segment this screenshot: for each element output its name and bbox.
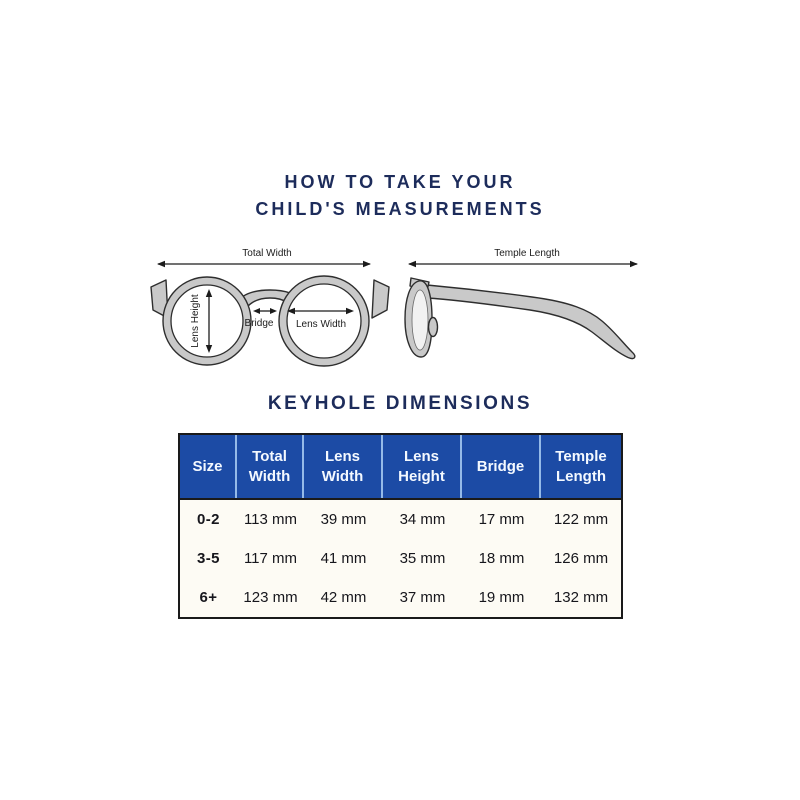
cell-size: 3-5: [197, 550, 220, 567]
total-width-arrow: [157, 261, 371, 267]
header-cell-lens-height: Lens Height: [383, 435, 462, 498]
glasses-side-drawing: [405, 278, 635, 359]
table-row-6-plus: [180, 578, 621, 617]
right-endpiece: [372, 280, 389, 318]
cell-bridge: 19 mm: [478, 589, 525, 606]
glasses-front-diagram: [145, 242, 395, 372]
cell-lens-width: 41 mm: [320, 550, 367, 567]
table-header-row: [180, 435, 621, 500]
rim-inner-highlight: [412, 290, 428, 350]
cell-bridge: 17 mm: [478, 511, 525, 528]
lens-width-label: Lens Width: [295, 319, 347, 330]
cell-lens-width: 39 mm: [320, 511, 367, 528]
header-cell-total-width: Total Width: [237, 435, 304, 498]
cell-size: 0-2: [197, 511, 220, 528]
page-title: [0, 169, 800, 223]
cell-temple-length: 122 mm: [553, 511, 609, 528]
lens-height-label: Lens Height: [190, 294, 201, 348]
cell-lens-height: 35 mm: [399, 550, 446, 567]
bridge-arrow: [253, 308, 277, 314]
cell-bridge: 18 mm: [478, 550, 525, 567]
table-row-0-2: [180, 500, 621, 539]
cell-total-width: 123 mm: [243, 589, 298, 606]
temple-arm: [427, 285, 635, 359]
cell-temple-length: 132 mm: [553, 589, 609, 606]
cell-size: 6+: [199, 589, 218, 606]
bridge-label: Bridge: [244, 318, 274, 329]
cell-lens-height: 34 mm: [399, 511, 446, 528]
cell-total-width: 117 mm: [243, 550, 298, 567]
cell-lens-height: 37 mm: [399, 589, 446, 606]
table-row-3-5: [180, 539, 621, 578]
temple-length-arrow: [408, 261, 638, 267]
header-cell-bridge: Bridge: [462, 435, 541, 498]
section-heading: KEYHOLE DIMENSIONS: [267, 393, 533, 414]
temple-length-label: Temple Length: [494, 248, 560, 259]
title-line-2: CHILD'S MEASUREMENTS: [255, 199, 545, 219]
header-cell-temple-length: Temple Length: [555, 448, 607, 485]
title-line-1: HOW TO TAKE YOUR: [284, 172, 516, 192]
table-body: [180, 500, 621, 617]
cell-total-width: 113 mm: [243, 511, 298, 528]
total-width-label: Total Width: [242, 248, 292, 259]
nose-pad: [429, 318, 438, 337]
header-cell-size: Size: [180, 435, 237, 498]
cell-temple-length: 126 mm: [553, 550, 609, 567]
header-cell-lens-width: Lens Width: [304, 435, 383, 498]
size-chart-table: [178, 433, 623, 619]
glasses-side-diagram: [398, 242, 656, 372]
cell-lens-width: 42 mm: [320, 589, 367, 606]
